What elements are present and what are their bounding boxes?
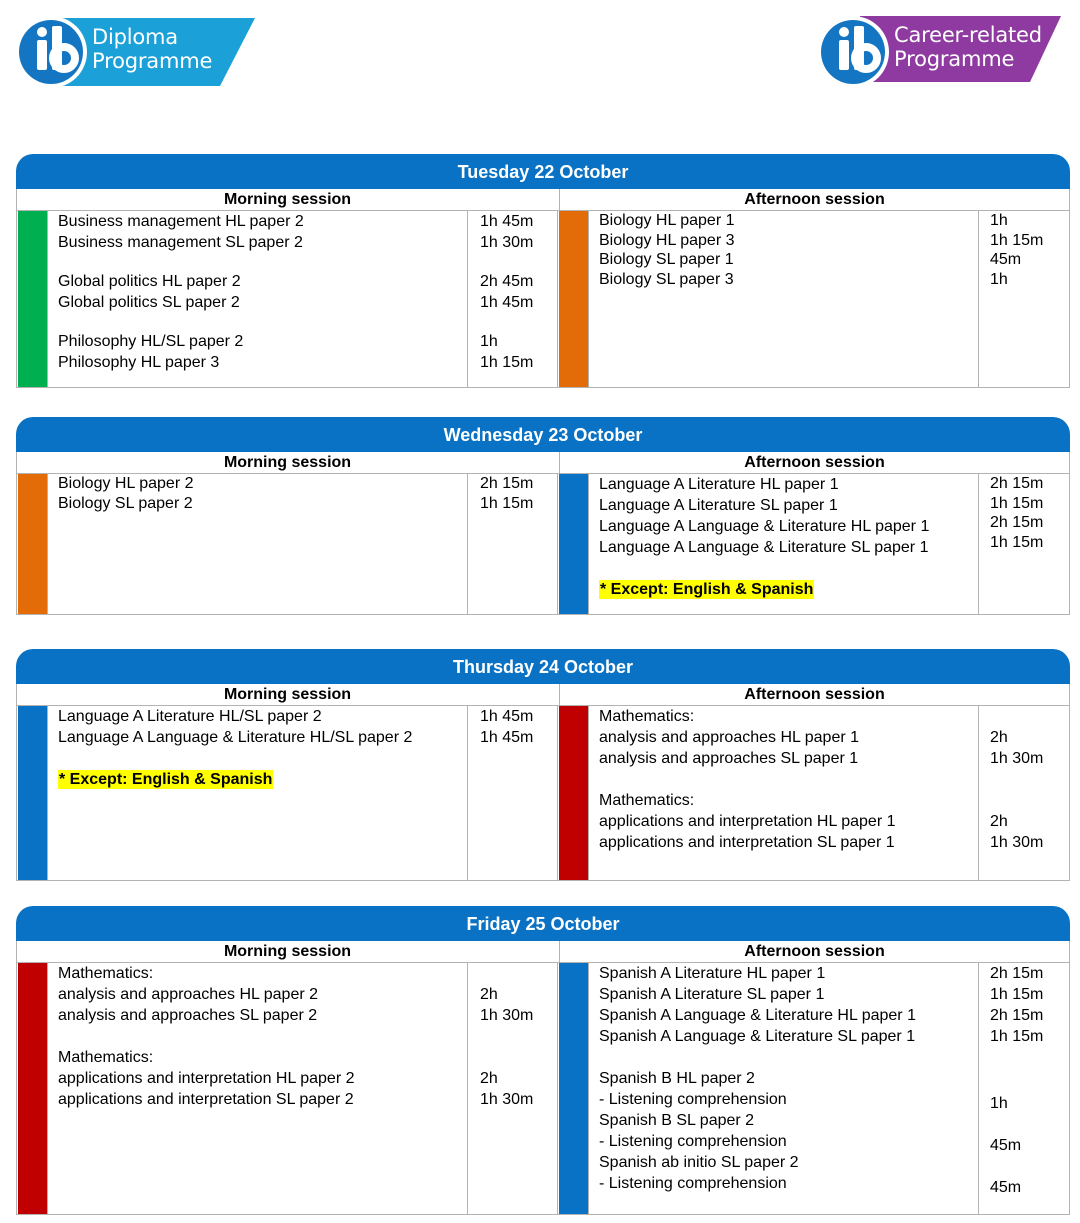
exam-name: Language A Language & Literature HL/SL paper 2 [58,729,413,746]
exam-duration: 1h 15m [480,354,534,371]
exam-duration: 1h [480,333,498,350]
afternoon-durations-list [990,706,1043,853]
exam-group-label: Mathematics: [58,965,154,982]
afternoon-session-label: Afternoon session [559,189,1069,210]
exam-duration: 1h 15m [990,494,1044,512]
exam-duration: 2h 15m [480,475,534,492]
exam-duration: 45m [990,251,1022,268]
exam-name: Business management HL paper 2 [58,213,304,230]
afternoon-exams-list [599,963,916,1194]
exam-name: applications and interpretation HL paper 1 [599,813,896,830]
exam-name: Spanish A Literature SL paper 1 [599,986,825,1003]
afternoon-durations-list [990,963,1043,1194]
exam-duration: 2h 15m [990,1007,1044,1024]
morning-session-label: Morning session [223,454,352,471]
exam-group-label: Mathematics: [599,708,695,725]
exam-duration: 1h [990,212,1008,229]
morning-exams-list [58,211,304,373]
morning-durations-list [480,474,533,513]
exam-name: applications and interpretation HL paper 2 [58,1070,355,1087]
morning-durations-list [480,211,533,373]
exam-name: applications and interpretation SL paper 1 [599,834,895,851]
logo-text-cp [894,23,1042,71]
exam-duration: 2h 45m [480,273,534,290]
exam-name: applications and interpretation SL paper 2 [58,1091,354,1108]
exam-duration: 1h 30m [480,234,534,251]
ib-diploma-programme-logo [14,14,258,88]
exam-name: Biology SL paper 2 [58,494,193,512]
exam-name: Spanish A Language & Literature HL paper 1 [599,1007,916,1024]
day-title: Tuesday 22 October [16,154,1070,189]
afternoon-color-bar [559,963,588,1214]
exam-name: Business management SL paper 2 [58,234,303,251]
session-content-row [17,706,1069,880]
afternoon-durations-list [990,474,1043,552]
logo-text-dp [92,25,212,73]
exam-name: Spanish B HL paper 2 [599,1070,755,1087]
exam-subitem: - Listening comprehension [599,1091,787,1108]
exam-name: Global politics HL paper 2 [58,273,241,290]
exam-duration: 1h 45m [480,708,534,725]
exam-name: Biology HL paper 2 [58,475,194,492]
exam-duration: 1h [990,1095,1008,1112]
day-title: Wednesday 23 October [16,417,1070,452]
exam-duration: 1h 15m [990,231,1044,249]
exam-name: analysis and approaches HL paper 1 [599,729,860,746]
exam-name: Language A Language & Literature SL paper 1 [599,539,929,556]
afternoon-exams-list [599,474,929,600]
exam-group-label: Mathematics: [58,1049,154,1066]
exam-name: analysis and approaches SL paper 1 [599,750,859,767]
logo-line-2: Programme [92,49,213,73]
exam-subitem: - Listening comprehension [599,1133,787,1150]
exam-duration: 2h [990,813,1008,830]
exam-name: Language A Literature HL paper 1 [599,476,839,493]
exam-duration: 1h 15m [480,494,534,512]
exam-name: Philosophy HL paper 3 [58,354,220,371]
day-table [16,189,1070,388]
exam-duration: 45m [990,1179,1022,1196]
exam-name: Spanish A Literature HL paper 1 [599,965,826,982]
ib-career-related-programme-logo [816,14,1064,88]
day-table [16,452,1070,615]
exam-name: Language A Language & Literature HL paper 1 [599,518,930,535]
exam-duration: 1h 45m [480,294,534,311]
day-table [16,941,1070,1215]
exam-duration: 1h 45m [480,729,534,746]
morning-exams-list [58,474,194,513]
exam-duration: 2h [990,729,1008,746]
exam-duration: 1h 30m [480,1091,534,1108]
exam-name: Language A Literature SL paper 1 [599,497,838,514]
session-content-row [17,474,1069,614]
exam-duration: 2h [480,986,498,1003]
afternoon-color-bar [559,706,588,880]
exam-duration: 2h 15m [990,475,1044,492]
exam-duration: 45m [990,1137,1022,1154]
exam-duration: 1h 30m [990,750,1044,767]
exam-duration: 1h 30m [480,1007,534,1024]
afternoon-color-bar [559,211,588,387]
exam-name: Biology SL paper 3 [599,270,734,288]
day-title: Thursday 24 October [16,649,1070,684]
afternoon-exams-list [599,706,896,853]
morning-session-label: Morning session [223,943,352,960]
exam-subitem: - Listening comprehension [599,1175,787,1192]
exam-name: analysis and approaches HL paper 2 [58,986,319,1003]
morning-durations-list [480,963,533,1110]
morning-color-bar [18,474,47,614]
session-header-row [17,941,1069,963]
afternoon-color-bar [559,474,588,614]
day-block-thursday [16,649,1070,881]
session-content-row [17,211,1069,387]
exam-duration: 1h 45m [480,213,534,230]
morning-color-bar [18,211,47,387]
session-header-row [17,684,1069,706]
except-note: * Except: English & Spanish [600,581,814,598]
exam-name: Language A Literature HL/SL paper 2 [58,708,322,725]
session-content-row [17,963,1069,1214]
exam-duration: 1h 30m [990,834,1044,851]
afternoon-session-label: Afternoon session [559,684,1069,705]
morning-session-label: Morning session [223,191,352,208]
day-block-tuesday [16,154,1070,388]
session-header-row [17,189,1069,211]
exam-duration: 1h 15m [990,986,1044,1003]
exam-duration: 1h [990,270,1008,288]
exam-name: Philosophy HL/SL paper 2 [58,333,244,350]
exam-name: Spanish B SL paper 2 [599,1112,755,1129]
morning-exams-list [58,963,355,1110]
morning-exams-list [58,706,412,790]
morning-color-bar [18,963,47,1214]
afternoon-exams-list [599,211,735,289]
exam-duration: 2h [480,1070,498,1087]
logo-line-2: Programme [894,47,1015,71]
exam-name: Biology HL paper 3 [599,231,735,249]
except-note: * Except: English & Spanish [59,771,273,788]
exam-name: Biology HL paper 1 [599,212,735,229]
exam-group-label: Mathematics: [599,792,695,809]
morning-color-bar [18,706,47,880]
afternoon-session-label: Afternoon session [559,941,1069,962]
morning-durations-list [480,706,533,748]
exam-name: Spanish A Language & Literature SL paper 1 [599,1028,916,1045]
day-block-wednesday [16,417,1070,615]
exam-name: Global politics SL paper 2 [58,294,240,311]
day-block-friday [16,906,1070,1215]
morning-session-label: Morning session [223,686,352,703]
exam-name: Biology SL paper 1 [599,251,734,268]
exam-duration: 2h 15m [990,965,1044,982]
day-table [16,684,1070,881]
day-title: Friday 25 October [16,906,1070,941]
logo-line-1: Career-related [894,23,1042,47]
afternoon-durations-list [990,211,1043,289]
logo-line-1: Diploma [92,25,178,49]
afternoon-session-label: Afternoon session [559,452,1069,473]
exam-name: Spanish ab initio SL paper 2 [599,1154,799,1171]
exam-name: analysis and approaches SL paper 2 [58,1007,318,1024]
exam-duration: 1h 15m [990,533,1044,551]
exam-duration: 2h 15m [990,514,1044,531]
exam-duration: 1h 15m [990,1028,1044,1045]
session-header-row [17,452,1069,474]
